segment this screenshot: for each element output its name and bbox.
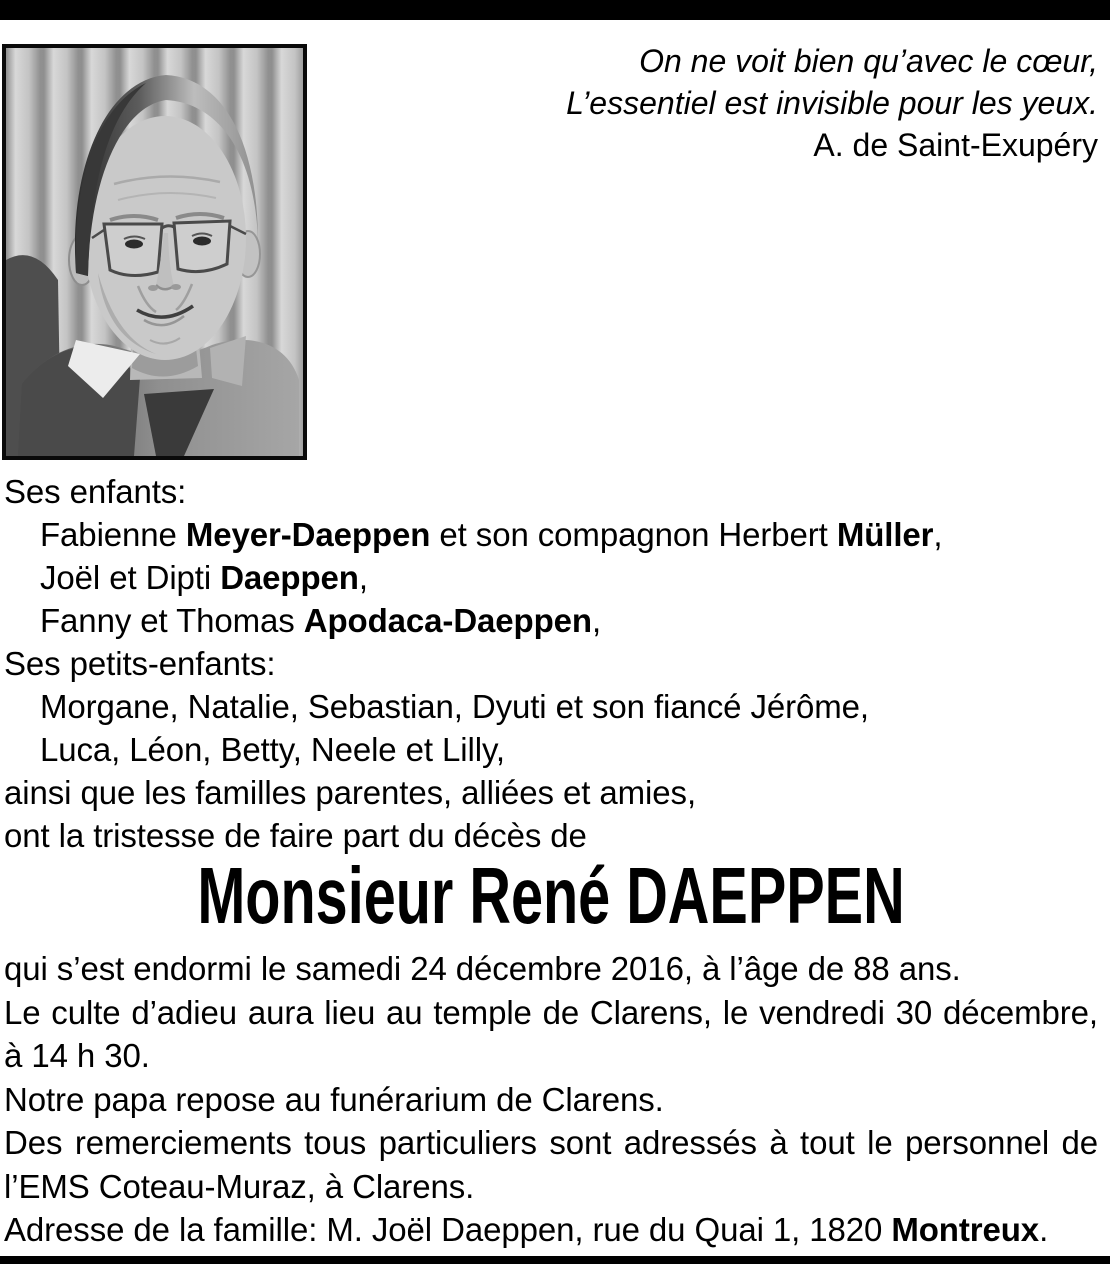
address-pre: Adresse de la famille: M. Joël Daeppen, rue du Quai 1, 1820 xyxy=(4,1211,892,1248)
child-1-post: , xyxy=(933,516,943,553)
child-2-pre: Joël et Dipti xyxy=(40,559,221,596)
quote-attribution: A. de Saint-Exupéry xyxy=(813,127,1098,163)
grandchildren-line-1: Morgane, Natalie, Sebastian, Dyuti et son fiancé Jérôme, xyxy=(40,688,870,725)
thanks-line-2: l’EMS Coteau-Muraz, à Clarens. xyxy=(4,1167,475,1205)
address-line xyxy=(4,1208,1098,1252)
quote-block xyxy=(4,40,1098,166)
family-block xyxy=(4,470,1098,857)
details-block xyxy=(4,947,1098,1252)
announce-line: ont la tristesse de faire part du décès de xyxy=(4,817,587,854)
grandchildren-line-2: Luca, Léon, Betty, Neele et Lilly, xyxy=(40,731,505,768)
deceased-name-title: Monsieur René DAEPPEN xyxy=(197,851,905,940)
child-line-3 xyxy=(4,599,1098,642)
child-3-post: , xyxy=(591,602,602,639)
child-2-post: , xyxy=(358,559,368,596)
child-1-mid: et son compagnon Herbert xyxy=(430,516,837,553)
thanks-line-1: Des remerciements tous particuliers sont adressés à tout le personnel de xyxy=(4,1124,1098,1161)
child-1-partner-surname: Müller xyxy=(836,516,934,553)
grandchildren-header: Ses petits-enfants: xyxy=(4,645,276,682)
child-1-surname: Meyer-Daeppen xyxy=(185,516,431,553)
child-line-1 xyxy=(4,513,1098,556)
bottom-border-bar xyxy=(0,1256,1110,1264)
death-line: qui s’est endormi le samedi 24 décembre 2016, à l’âge de 88 ans. xyxy=(4,950,961,987)
children-header: Ses enfants: xyxy=(4,473,187,510)
quote-line-1: On ne voit bien qu’avec le cœur, xyxy=(639,43,1098,79)
service-line-2: à 14 h 30. xyxy=(4,1037,150,1074)
address-city: Montreux xyxy=(891,1211,1040,1248)
child-2-surname: Daeppen xyxy=(220,559,359,596)
child-1-pre: Fabienne xyxy=(40,516,186,553)
child-line-2 xyxy=(4,556,1098,599)
quote-line-2: L’essentiel est invisible pour les yeux. xyxy=(566,85,1098,121)
repose-line: Notre papa repose au funérarium de Clarens. xyxy=(4,1080,664,1118)
families-line: ainsi que les familles parentes, alliées et amies, xyxy=(4,774,697,811)
child-3-pre: Fanny et Thomas xyxy=(40,602,304,639)
service-line-1: Le culte d’adieu aura lieu au temple de Clarens, le vendredi 30 décembre, xyxy=(4,993,1098,1031)
child-3-surname: Apodaca-Daeppen xyxy=(303,602,592,639)
address-post: . xyxy=(1039,1211,1049,1248)
